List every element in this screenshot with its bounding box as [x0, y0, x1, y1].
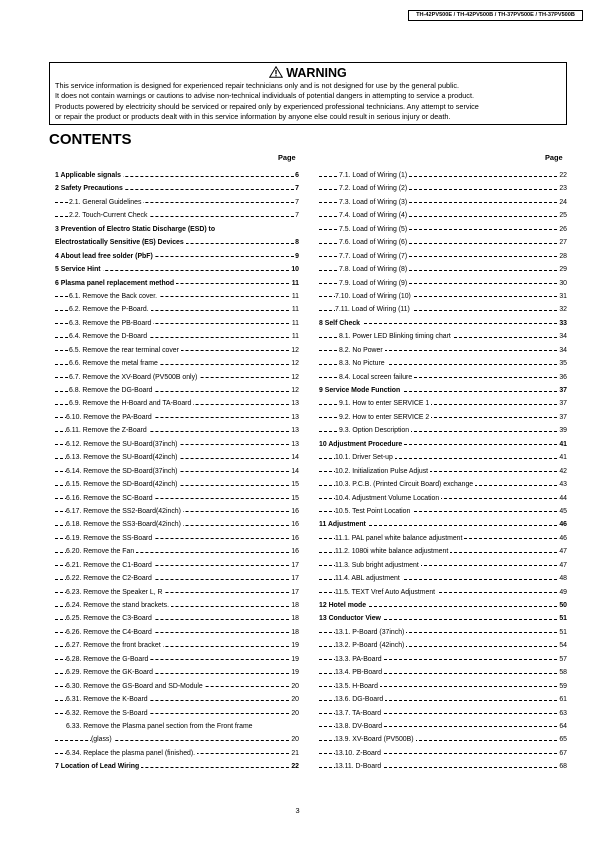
- toc-entry[interactable]: [55, 223, 299, 236]
- toc-entry[interactable]: [55, 760, 299, 773]
- model-number-box: [408, 10, 583, 21]
- toc-entry-page: 23: [558, 182, 567, 195]
- toc-entry-title: 6.19. Remove the SS-Board: [66, 532, 154, 545]
- toc-entry[interactable]: [55, 599, 299, 612]
- toc-entry-title: 6.15. Remove the SD-Board(42inch): [66, 478, 179, 491]
- toc-entry-title: 5 Service Hint: [55, 263, 103, 276]
- toc-entry-title: 6.2. Remove the P-Board.: [69, 303, 151, 316]
- toc-entry-title: 9.2. How to enter SERVICE 2: [339, 411, 431, 424]
- toc-entry[interactable]: [319, 680, 567, 693]
- toc-entry-title: 6 Plasma panel replacement method: [55, 277, 176, 290]
- toc-entry-page: 59: [558, 680, 567, 693]
- toc-entry-title: 13.1. P-Board (37inch): [335, 626, 406, 639]
- toc-entry-page: 14: [290, 451, 299, 464]
- toc-entry-page: 18: [290, 626, 299, 639]
- toc-entry-page: 14: [290, 465, 299, 478]
- toc-entry-title: 8.1. Power LED Blinking timing chart: [339, 330, 453, 343]
- toc-entry-title: (glass): [91, 733, 114, 746]
- toc-entry-title: 9 Service Mode Function: [319, 384, 402, 397]
- toc-entry-title: 7.11. Load of Wiring (11): [335, 303, 412, 316]
- toc-entry[interactable]: [319, 747, 567, 760]
- toc-entry-page: 9: [294, 250, 299, 263]
- toc-entry[interactable]: [319, 263, 567, 276]
- toc-entry-page: 11: [291, 317, 299, 330]
- toc-entry-title: 13.5. H-Board: [335, 680, 380, 693]
- toc-entry-page: 34: [558, 344, 567, 357]
- toc-entry[interactable]: [55, 397, 299, 410]
- toc-entry-page: 13: [290, 438, 299, 451]
- toc-entry[interactable]: [319, 572, 567, 585]
- toc-entry-page: 20: [290, 733, 299, 746]
- toc-entry[interactable]: [319, 559, 567, 572]
- toc-entry-page: 16: [290, 518, 299, 531]
- toc-entry-title: 7.3. Load of Wiring (3): [339, 196, 409, 209]
- toc-entry[interactable]: [55, 666, 299, 679]
- toc-entry-page: 45: [558, 505, 567, 518]
- toc-entry[interactable]: [55, 559, 299, 572]
- toc-entry-title: 11.5. TEXT Vref Auto Adjustment: [335, 586, 437, 599]
- toc-entry-title: 13.10. Z-Board: [335, 747, 383, 760]
- toc-entry-title: 10.2. Initialization Pulse Adjust: [335, 465, 430, 478]
- toc-entry[interactable]: [55, 478, 299, 491]
- toc-entry-page: 10: [290, 263, 299, 276]
- toc-entry[interactable]: [55, 707, 299, 720]
- toc-entry[interactable]: [55, 263, 299, 276]
- toc-entry[interactable]: [55, 303, 299, 316]
- toc-entry-title: 8.4. Local screen failure: [339, 371, 414, 384]
- toc-entry-title: 6.31. Remove the K-Board: [66, 693, 150, 706]
- toc-entry[interactable]: [319, 223, 567, 236]
- toc-entry-title: 7.9. Load of Wiring (9): [339, 277, 409, 290]
- toc-entry[interactable]: [55, 357, 299, 370]
- toc-entry-page: 11: [291, 277, 299, 290]
- toc-entry[interactable]: [55, 196, 299, 209]
- toc-entry-title: 6.9. Remove the H-Board and TA-Board: [69, 397, 193, 410]
- toc-entry-page: 51: [558, 626, 567, 639]
- toc-entry[interactable]: [55, 250, 299, 263]
- toc-entry-title: 9.3. Option Description: [339, 424, 411, 437]
- toc-entry-page: 63: [558, 707, 567, 720]
- toc-entry[interactable]: [55, 438, 299, 451]
- toc-entry-page: 29: [558, 263, 567, 276]
- toc-entry-title: 7.10. Load of Wiring (10): [335, 290, 413, 303]
- toc-entry[interactable]: [319, 612, 567, 625]
- toc-entry-page: 12: [290, 357, 299, 370]
- toc-entry-page: 21: [290, 747, 299, 760]
- toc-entry-title: 13.7. TA-Board: [335, 707, 383, 720]
- toc-entry[interactable]: [319, 317, 567, 330]
- toc-entry[interactable]: [319, 371, 567, 384]
- toc-entry-page: 26: [558, 223, 567, 236]
- toc-entry-title: 6.24. Remove the stand brackets.: [66, 599, 171, 612]
- toc-entry-title: 13.3. PA-Board: [335, 653, 384, 666]
- toc-entry[interactable]: [55, 277, 299, 290]
- toc-entry[interactable]: [319, 290, 567, 303]
- toc-entry[interactable]: [319, 330, 567, 343]
- toc-entry-title: 9.1. How to enter SERVICE 1: [339, 397, 431, 410]
- toc-entry-page: 13: [290, 424, 299, 437]
- toc-entry[interactable]: [55, 384, 299, 397]
- toc-entry-page: 28: [558, 250, 567, 263]
- toc-entry-title: 8.2. No Power: [339, 344, 385, 357]
- toc-entry[interactable]: [319, 438, 567, 451]
- toc-entry[interactable]: [55, 720, 299, 733]
- toc-entry[interactable]: [319, 196, 567, 209]
- toc-entry-title: 6.32. Remove the S-Board: [66, 707, 150, 720]
- toc-entry[interactable]: [55, 572, 299, 585]
- toc-entry-title: 7.4. Load of Wiring (4): [339, 209, 409, 222]
- page-column-header-left: Page: [278, 153, 296, 162]
- toc-entry[interactable]: [55, 747, 299, 760]
- toc-entry-title: 11.4. ABL adjustment: [335, 572, 402, 585]
- toc-entry[interactable]: [319, 478, 567, 491]
- toc-entry-page: 15: [290, 492, 299, 505]
- toc-entry[interactable]: [55, 626, 299, 639]
- toc-entry[interactable]: [319, 344, 567, 357]
- toc-entry-title: 10.1. Driver Set-up: [335, 451, 395, 464]
- toc-entry-page: 39: [558, 424, 567, 437]
- warning-heading: [50, 66, 566, 80]
- warning-box: [49, 62, 567, 125]
- toc-entry-title: 6.34. Replace the plasma panel (finished).: [66, 747, 197, 760]
- toc-entry[interactable]: [55, 505, 299, 518]
- toc-entry-title: 8.3. No Picture: [339, 357, 387, 370]
- toc-entry[interactable]: [319, 760, 567, 773]
- toc-entry-page: 42: [558, 465, 567, 478]
- toc-entry-page: 20: [290, 693, 299, 706]
- toc-entry-page: 11: [291, 330, 299, 343]
- toc-entry-title: 6.18. Remove the SS3-Board(42inch): [66, 518, 183, 531]
- toc-entry[interactable]: [319, 384, 567, 397]
- toc-entry[interactable]: [319, 169, 567, 182]
- toc-entry[interactable]: [55, 693, 299, 706]
- toc-entry-page: 49: [558, 586, 567, 599]
- toc-entry-title: 6.26. Remove the C4-Board: [66, 626, 154, 639]
- toc-entry-title: 7.5. Load of Wiring (5): [339, 223, 409, 236]
- toc-entry-title: 8 Self Check: [319, 317, 362, 330]
- toc-entry-title: 13.11. D-Board: [335, 760, 383, 773]
- toc-entry-page: 51: [558, 612, 567, 625]
- toc-entry[interactable]: [319, 357, 567, 370]
- toc-entry[interactable]: [55, 290, 299, 303]
- toc-entry-page: 11: [291, 290, 299, 303]
- toc-entry-title: 13.9. XV-Board (PV500B): [335, 733, 416, 746]
- toc-entry[interactable]: [319, 250, 567, 263]
- toc-entry[interactable]: [55, 344, 299, 357]
- toc-entry-title: 13.2. P-Board (42inch): [335, 639, 406, 652]
- toc-entry-page: 41: [558, 451, 567, 464]
- toc-entry-title: 10.5. Test Point Location: [335, 505, 412, 518]
- toc-entry-page: 35: [558, 357, 567, 370]
- toc-entry-page: 37: [558, 384, 567, 397]
- toc-entry-page: 19: [290, 666, 299, 679]
- toc-entry-page: 11: [291, 303, 299, 316]
- toc-entry-page: 12: [290, 384, 299, 397]
- page-number: 3: [295, 806, 300, 815]
- toc-entry[interactable]: [55, 612, 299, 625]
- toc-entry-title: 6.33. Remove the Plasma panel section from the Front frame: [66, 720, 255, 733]
- warning-line: It does not contain warnings or cautions to advise non-technical individuals of potential dangers in attempting to service a product.: [55, 91, 475, 101]
- toc-entry-title: 11.1. PAL panel white balance adjustment: [335, 532, 464, 545]
- toc-entry-title: 6.27. Remove the front bracket: [66, 639, 163, 652]
- toc-column-right: [319, 169, 567, 774]
- toc-entry-page: 57: [558, 653, 567, 666]
- toc-entry[interactable]: [319, 451, 567, 464]
- toc-entry[interactable]: [319, 492, 567, 505]
- toc-entry-page: 16: [290, 532, 299, 545]
- warning-line: Products powered by electricity should be serviced or repaired only by experienced professional technicians. Any attempt to service: [55, 101, 479, 111]
- toc-entry-page: 7: [294, 196, 299, 209]
- toc-entry[interactable]: [55, 169, 299, 182]
- toc-entry-title: 6.28. Remove the G-Board: [66, 653, 150, 666]
- toc-entry[interactable]: [319, 397, 567, 410]
- toc-entry-title: 6.14. Remove the SD-Board(37inch): [66, 465, 179, 478]
- toc-entry-title: 2.2. Touch-Current Check: [69, 209, 149, 222]
- toc-entry[interactable]: [319, 586, 567, 599]
- toc-entry[interactable]: [319, 411, 567, 424]
- toc-entry[interactable]: [319, 599, 567, 612]
- toc-entry-title: 6.21. Remove the C1-Board: [66, 559, 154, 572]
- toc-entry[interactable]: [319, 465, 567, 478]
- toc-entry[interactable]: [55, 411, 299, 424]
- toc-entry[interactable]: [319, 693, 567, 706]
- toc-entry-title: 2 Safety Precautions: [55, 182, 125, 195]
- toc-entry[interactable]: [319, 545, 567, 558]
- toc-entry-page: 30: [558, 277, 567, 290]
- toc-entry-page: 65: [558, 733, 567, 746]
- toc-entry[interactable]: [55, 518, 299, 531]
- toc-entry-title: 7.7. Load of Wiring (7): [339, 250, 409, 263]
- toc-entry[interactable]: [55, 492, 299, 505]
- toc-entry[interactable]: [319, 707, 567, 720]
- toc-entry-title: 6.4. Remove the D-Board: [69, 330, 149, 343]
- toc-entry-title: 2.1. General Guidelines: [69, 196, 143, 209]
- warning-line: or repair the product or products dealt with in this service information by anyone else could result in serious injury or death.: [55, 112, 451, 122]
- toc-entry-title: 7.2. Load of Wiring (2): [339, 182, 409, 195]
- toc-entry-title: 6.25. Remove the C3-Board: [66, 612, 154, 625]
- toc-entry[interactable]: [55, 451, 299, 464]
- toc-entry-page: 7: [294, 182, 299, 195]
- toc-entry-title: 6.5. Remove the rear terminal cover: [69, 344, 181, 357]
- toc-entry-title: 6.11. Remove the Z-Board: [66, 424, 149, 437]
- contents-title: CONTENTS: [49, 131, 132, 148]
- toc-entry-page: 37: [558, 397, 567, 410]
- toc-entry[interactable]: [55, 424, 299, 437]
- toc-entry-page: 54: [558, 639, 567, 652]
- warning-text: [55, 81, 562, 123]
- toc-entry-title: 6.20. Remove the Fan: [66, 545, 136, 558]
- toc-entry-page: 13: [290, 397, 299, 410]
- toc-entry-title: 7.1. Load of Wiring (1): [339, 169, 409, 182]
- toc-entry-title: 10.3. P.C.B. (Printed Circuit Board) exchange: [335, 478, 475, 491]
- toc-entry[interactable]: [319, 236, 567, 249]
- toc-entry-page: 19: [290, 639, 299, 652]
- toc-entry-title: 6.17. Remove the SS2-Board(42inch): [66, 505, 183, 518]
- toc-entry[interactable]: [55, 639, 299, 652]
- toc-entry[interactable]: [319, 303, 567, 316]
- toc-entry-page: 48: [558, 572, 567, 585]
- toc-entry-page: 46: [558, 518, 567, 531]
- toc-entry-title: 6.22. Remove the C2-Board: [66, 572, 154, 585]
- toc-entry-title: 13.8. DV-Board: [335, 720, 384, 733]
- toc-entry-page: 18: [290, 612, 299, 625]
- toc-entry-page: 33: [558, 317, 567, 330]
- toc-entry[interactable]: [55, 680, 299, 693]
- toc-entry-title: 6.30. Remove the GS-Board and SD-Module: [66, 680, 205, 693]
- toc-entry-page: 68: [558, 760, 567, 773]
- toc-entry-page: 20: [290, 707, 299, 720]
- toc-entry-title: 6.16. Remove the SC-Board: [66, 492, 155, 505]
- toc-entry[interactable]: [319, 653, 567, 666]
- toc-entry-page: 36: [558, 371, 567, 384]
- toc-entry-title: 13.6. DG-Board: [335, 693, 385, 706]
- toc-entry[interactable]: [55, 653, 299, 666]
- toc-entry-title: 4 About lead free solder (PbF): [55, 250, 155, 263]
- toc-entry[interactable]: [319, 639, 567, 652]
- toc-entry-page: 41: [558, 438, 567, 451]
- toc-entry[interactable]: [319, 277, 567, 290]
- toc-entry[interactable]: [319, 666, 567, 679]
- toc-entry-page: 12: [290, 371, 299, 384]
- toc-entry-page: 44: [558, 492, 567, 505]
- model-numbers: TH-42PV500E / TH-42PV500B / TH-37PV500E / TH-37PV500B: [416, 12, 575, 18]
- toc-entry-title: 12 Hotel mode: [319, 599, 368, 612]
- toc-entry-page: 8: [294, 236, 299, 249]
- toc-entry-title: 10.4. Adjustment Volume Location: [335, 492, 441, 505]
- toc-entry-page: 12: [290, 344, 299, 357]
- toc-entry-page: 27: [558, 236, 567, 249]
- toc-entry[interactable]: [319, 532, 567, 545]
- toc-entry[interactable]: [319, 733, 567, 746]
- toc-entry-title: 6.8. Remove the DG-Board: [69, 384, 155, 397]
- toc-entry-page: 19: [290, 653, 299, 666]
- toc-entry[interactable]: [319, 626, 567, 639]
- toc-entry-page: 22: [290, 760, 299, 773]
- toc-entry[interactable]: [55, 586, 299, 599]
- toc-entry-title: 7.8. Load of Wiring (8): [339, 263, 409, 276]
- toc-entry[interactable]: [55, 733, 299, 746]
- toc-entry-page: 64: [558, 720, 567, 733]
- toc-entry-page: 17: [290, 559, 299, 572]
- toc-entry-page: 13: [290, 411, 299, 424]
- toc-entry[interactable]: [55, 532, 299, 545]
- toc-entry-title: 7 Location of Lead Wiring: [55, 760, 141, 773]
- toc-entry[interactable]: [55, 371, 299, 384]
- toc-entry[interactable]: [55, 545, 299, 558]
- toc-entry-title: 11 Adjustment: [319, 518, 368, 531]
- toc-entry[interactable]: [319, 505, 567, 518]
- warning-title: WARNING: [286, 66, 347, 80]
- toc-entry[interactable]: [319, 424, 567, 437]
- toc-entry-page: 46: [558, 532, 567, 545]
- toc-entry-page: 47: [558, 545, 567, 558]
- toc-entry[interactable]: [319, 209, 567, 222]
- toc-entry-page: 6: [294, 169, 299, 182]
- toc-entry-page: 31: [558, 290, 567, 303]
- toc-column-left: [55, 169, 299, 774]
- toc-entry-page: 16: [290, 545, 299, 558]
- toc-entry-title: 6.7. Remove the XV-Board (PV500B only): [69, 371, 199, 384]
- toc-entry-title: 6.29. Remove the GK-Board: [66, 666, 155, 679]
- toc-entry-page: 16: [290, 505, 299, 518]
- toc-entry[interactable]: [55, 209, 299, 222]
- toc-entry[interactable]: [319, 518, 567, 531]
- toc-entry-title: 6.23. Remove the Speaker L, R: [66, 586, 165, 599]
- toc-entry-page: 34: [558, 330, 567, 343]
- toc-entry[interactable]: [55, 182, 299, 195]
- toc-entry-page: 37: [558, 411, 567, 424]
- toc-entry-page: 22: [558, 169, 567, 182]
- toc-entry-page: 20: [290, 680, 299, 693]
- toc-entry-title: 6.13. Remove the SU-Board(42inch): [66, 451, 179, 464]
- page-column-header-right: Page: [545, 153, 563, 162]
- toc-entry-title: Electrostatically Sensitive (ES) Devices: [55, 236, 186, 249]
- toc-entry-title: 6.12. Remove the SU-Board(37inch): [66, 438, 179, 451]
- toc-entry[interactable]: [55, 330, 299, 343]
- toc-entry-page: 67: [558, 747, 567, 760]
- toc-entry[interactable]: [319, 720, 567, 733]
- toc-entry[interactable]: [319, 182, 567, 195]
- toc-entry-title: 6.10. Remove the PA-Board: [66, 411, 154, 424]
- toc-entry-title: 1 Applicable signals: [55, 169, 123, 182]
- toc-entry-page: 32: [558, 303, 567, 316]
- toc-entry-title: 6.6. Remove the metal frame: [69, 357, 160, 370]
- toc-entry-page: 58: [558, 666, 567, 679]
- toc-entry-title: 13.4. PB-Board: [335, 666, 384, 679]
- toc-entry-title: 13 Conductor View: [319, 612, 383, 625]
- toc-entry[interactable]: [55, 317, 299, 330]
- toc-entry-page: 15: [290, 478, 299, 491]
- toc-entry-page: 24: [558, 196, 567, 209]
- toc-entry-page: 47: [558, 559, 567, 572]
- toc-entry-page: 18: [290, 599, 299, 612]
- toc-entry-page: 17: [290, 586, 299, 599]
- toc-entry-title: 11.2. 1080i white balance adjustment: [335, 545, 450, 558]
- toc-entry-page: 43: [558, 478, 567, 491]
- toc-entry-title: 3 Prevention of Electro Static Discharge (ESD) to: [55, 223, 217, 236]
- toc-entry-page: 50: [558, 599, 567, 612]
- toc-entry-title: 10 Adjustment Procedure: [319, 438, 404, 451]
- warning-triangle-icon: [269, 66, 283, 78]
- toc-entry-title: 6.1. Remove the Back cover.: [69, 290, 159, 303]
- toc-entry-page: 17: [290, 572, 299, 585]
- toc-entry[interactable]: [55, 236, 299, 249]
- toc-entry-title: 6.3. Remove the PB-Board: [69, 317, 153, 330]
- toc-entry-page: 7: [294, 209, 299, 222]
- toc-entry[interactable]: [55, 465, 299, 478]
- toc-entry-page: 61: [558, 693, 567, 706]
- toc-entry-page: 25: [558, 209, 567, 222]
- warning-line: This service information is designed for experienced repair technicians only and is not designed for use by the general public.: [55, 81, 459, 90]
- toc-entry-title: 7.6. Load of Wiring (6): [339, 236, 409, 249]
- toc-entry-title: 11.3. Sub bright adjustment: [335, 559, 421, 572]
